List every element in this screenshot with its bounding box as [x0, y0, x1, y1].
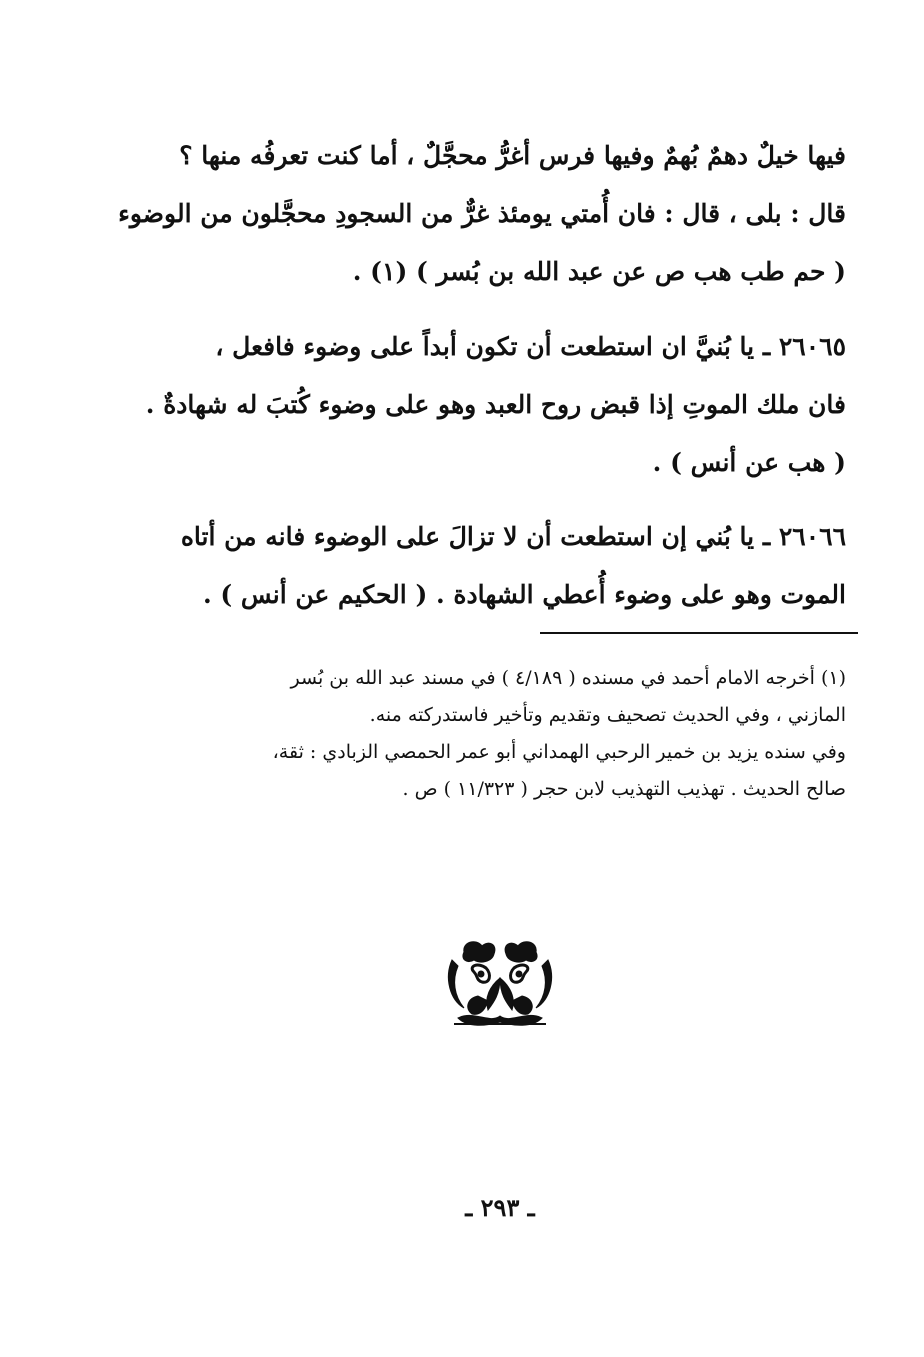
- text-line: فيها خيلٌ دهمٌ بُهمٌ وفيها فرس أغرُّ محجَّلٌ ، أما كنت تعرفُه منها ؟: [179, 141, 846, 170]
- footnote-divider: [540, 632, 858, 634]
- footnote-line: صالح الحديث . تهذيب التهذيب لابن حجر ( ١١/٣٢٣ ) ص .: [402, 778, 846, 800]
- hadith-entry-26066: [128, 508, 846, 624]
- text-line: ( هب عن أنس ) .: [652, 448, 846, 477]
- hadith-entry-26065: [128, 318, 846, 492]
- text-line: الموت وهو على وضوء أُعطي الشهادة . ( الحكيم عن أنس ) .: [202, 580, 846, 609]
- hadith-entry: [118, 127, 846, 301]
- footnote-line: وفي سنده يزيد بن خمير الرحبي الهمداني أبو عمر الحمصي الزبادي : ثقة،: [272, 741, 846, 763]
- page-number: ـ ٢٩٣ ـ: [465, 1193, 535, 1222]
- footnote-line: (١) أخرجه الامام أحمد في مسنده ( ٤/١٨٩ ) في مسند عبد الله بن بُسر: [290, 667, 846, 689]
- text-line: فان ملك الموتِ إذا قبض روح العبد وهو على وضوء كُتبَ له شهادةٌ .: [145, 390, 846, 419]
- text-line: ٢٦٠٦٥ ـ يا بُنيَّ ان استطعت أن تكون أبداً على وضوء فافعل ،: [215, 332, 846, 361]
- text-line: ( حم طب هب ص عن عبد الله بن بُسر ) (١) .: [352, 257, 846, 286]
- footnote-line: المازني ، وفي الحديث تصحيف وتقديم وتأخير فاستدركته منه.: [369, 704, 846, 726]
- footnote-block: [142, 660, 846, 808]
- floral-ornament-icon: [444, 938, 556, 1030]
- text-line: قال : بلى ، قال : فان أُمتي يومئذ غرٌّ من السجودِ محجَّلون من الوضوء: [118, 199, 846, 228]
- text-line: ٢٦٠٦٦ ـ يا بُني إن استطعت أن لا تزالَ على الوضوء فانه من أتاه: [180, 522, 846, 551]
